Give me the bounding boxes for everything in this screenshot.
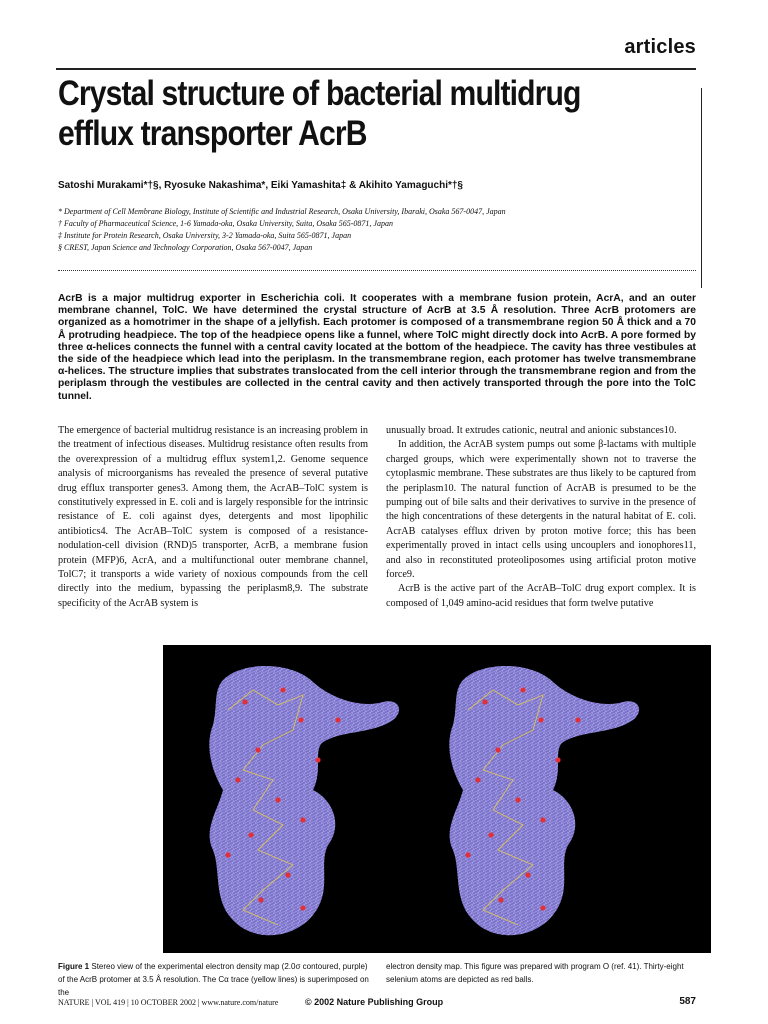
body-paragraph: The emergence of bacterial multidrug resistance is an increasing problem in the treatment of infectious diseases. Multidrug resistance often results from the overexpression of a multidrug efflux system1,2. Genome sequence analysis of microorganisms has revealed the presence of several putative drug efflux transporter genes3. Among them, the AcrAB–TolC system is constitutively expressed in E. coli and is largely responsible for the intrinsic resistance of E. coli against dyes, detergents and most lipophilic antibiotics4. The AcrAB–TolC system is composed of a resistance-nodulation-cell division (RND)5 transporter, AcrB, a membrane fusion protein (MFP)6, AcrA, and a multifunctional outer membrane channel, TolC7; it transports a wide variety of noxious compounds from the cell directly into the medium, bypassing the periplasm8,9. The substrate specificity of the AcrAB system is bbox=[58, 425, 368, 609]
body-paragraph: unusually broad. It extrudes cationic, neutral and anionic substances10. bbox=[386, 425, 677, 436]
page-number: 587 bbox=[679, 996, 696, 1007]
figure-caption-left bbox=[58, 960, 370, 999]
affiliation-1: * Department of Cell Membrane Biology, Institute of Scientific and Industrial Research, Osaka University, Ibaraki, Osaka 567-0047, Japan bbox=[58, 207, 506, 216]
author-list: Satoshi Murakami*†§, Ryosuke Nakashima*, Eiki Yamashita‡ & Akihito Yamaguchi*†§ bbox=[58, 180, 463, 191]
affiliation-2: † Faculty of Pharmaceutical Science, 1-6 Yamada-oka, Osaka University, Suita, Osaka 565-0871, Japan bbox=[58, 219, 393, 228]
title-line-2: efflux transporter AcrB bbox=[58, 114, 367, 153]
affiliation-4: § CREST, Japan Science and Technology Corporation, Osaka 567-0047, Japan bbox=[58, 243, 313, 252]
abstract: AcrB is a major multidrug exporter in Escherichia coli. It cooperates with a membrane fusion protein, AcrA, and an outer membrane channel, TolC. We have determined the crystal structure of AcrB at 3.5 Å resolution. Three AcrB protomers are organized as a homotrimer in the shape of a jellyfish. Each protomer is composed of a transmembrane region 50 Å thick and a 70 Å protruding headpiece. The top of the headpiece opens like a funnel, where TolC might directly dock into AcrB. A pore formed by three α-helices connects the funnel with a central cavity located at the bottom of the headpiece. The cavity has three vestibules at the side of the headpiece which lead into the periplasm. In the transmembrane region, each protomer has twelve transmembrane α-helices. The structure implies that substrates translocated from the cell interior through the transmembrane region and from the periplasm through the vestibules are collected in the central cavity and then actively transported through the pore into the TolC tunnel. bbox=[58, 293, 696, 402]
caption-text: Stereo view of the experimental electron density map (2.0σ contoured, purple) of the AcrB protomer at 3.5 Å resolution. The Cα trace (yellow lines) is superimposed on the bbox=[58, 962, 369, 997]
body-paragraph: AcrB is the active part of the AcrAB–TolC drug export complex. It is composed of 1,049 amino-acid residues that form twelve putative bbox=[386, 583, 696, 609]
affiliation-3: ‡ Institute for Protein Research, Osaka University, 3-2 Yamada-oka, Suita 565-0871, Japan bbox=[58, 231, 352, 240]
body-paragraph: In addition, the AcrAB system pumps out some β-lactams with multiple charged groups, which were experimentally shown not to traverse the cytoplasmic membrane. These substrates are thus likely to be captured from the periplasm10. The natural function of AcrAB is presumed to be the pumping out of bile salts and their derivatives to survive in the presence of the high concentrations of these detergents in the natural habitat of E. coli. AcrAB catalyses efflux driven by proton motive force; this has been experimentally proved in intact cells using uncouplers and ionophores11, and also in reconstituted proteoliposomes using artificial proton motive force9. bbox=[386, 439, 696, 581]
body-column-right bbox=[386, 424, 696, 611]
right-margin-rule bbox=[701, 88, 702, 288]
header-rule bbox=[56, 68, 696, 70]
title-line-1: Crystal structure of bacterial multidrug bbox=[58, 74, 581, 113]
electron-density-map bbox=[163, 645, 711, 953]
figure-label: Figure 1 bbox=[58, 962, 90, 971]
article-title bbox=[58, 74, 608, 154]
body-column-left bbox=[58, 424, 368, 611]
figure-1-stereo-image bbox=[163, 645, 711, 953]
figure-caption-right: electron density map. This figure was prepared with program O (ref. 41). Thirty-eight selenium atoms are depicted as red balls. bbox=[386, 962, 684, 984]
copyright: © 2002 Nature Publishing Group bbox=[305, 997, 444, 1007]
section-label: articles bbox=[624, 36, 696, 58]
affiliations bbox=[58, 206, 506, 254]
section-divider bbox=[58, 270, 696, 271]
journal-citation: NATURE | VOL 419 | 10 OCTOBER 2002 | www.nature.com/nature bbox=[58, 998, 279, 1007]
